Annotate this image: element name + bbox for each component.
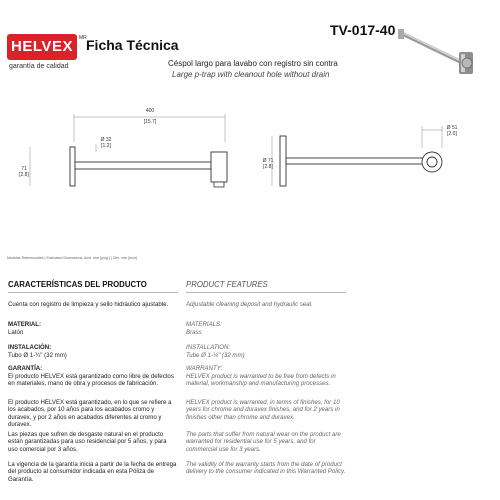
length-mm: 400	[145, 108, 155, 114]
warranty-label-es: GARANTÍA:	[8, 365, 43, 372]
logo-trademark: MR	[79, 35, 87, 41]
features-title-es: CARACTERÍSTICAS DEL PRODUCTO	[8, 280, 147, 289]
installation-label-en: INSTALLATION:	[186, 344, 231, 351]
warranty-text-4-en: The validity of the warranty starts from the date of product delivery to the consumer indicated in this Warranted Policy.	[186, 461, 346, 476]
installation-label-es: INSTALACIÓN:	[8, 344, 52, 351]
installation-value-es: Tubo Ø 1-¼" (32 mm)	[8, 352, 67, 359]
pipe-dia-in: [1.2]	[101, 143, 111, 149]
document-type-title: Ficha Técnica	[86, 37, 179, 53]
logo-tagline: garantía de calidad	[9, 63, 69, 70]
warranty-text-2-es: El producto HELVEX está garantizado, en lo que se refiere a los acabados, por 10 años para los acabados cromo y duravex, y por 2 años en acabados diferentes al cromo y duravex.	[8, 399, 172, 429]
side-end-in: [2.0]	[447, 131, 457, 137]
subtitle-spanish: Céspol largo para lavabo con registro sin contra	[168, 59, 338, 68]
warranty-text-1-en: HELVEX product is warranted to be free from defects in material, workmanship and manufacturing processes.	[186, 373, 336, 388]
warranty-text-2-en: HELVEX product is warranted, in terms of finishes, for 10 years for chrome and duravex finishes, and for 2 years in finishes other than chrome and duravex.	[186, 399, 340, 421]
intro-en: Adjustable cleaning deposit and hydraulic seal.	[186, 301, 313, 308]
warranty-text-3-en: The parts that suffer from natural wear on the product are warranted for residential use for 5 years, and for commercial use for 3 years.	[186, 431, 341, 453]
side-flange-in: [2.8]	[263, 164, 273, 170]
flange-in: [2.8]	[19, 172, 29, 178]
material-value-en: Brass	[186, 329, 202, 336]
product-thumbnail	[395, 28, 495, 80]
intro-es: Cuenta con registro de limpieza y sello hidráulico ajustable.	[8, 301, 169, 308]
subtitle-english: Large p-trap with cleanout hole without drain	[172, 70, 330, 79]
divider-es	[8, 292, 178, 293]
warranty-text-1-es: El producto HELVEX está garantizado como libre de defectos en materiales, mano de obra y procesos de fabricación.	[8, 373, 174, 388]
material-label-en: MATERIALS:	[186, 321, 222, 328]
features-title-en: PRODUCT FEATURES	[186, 280, 268, 289]
front-view-drawing	[0, 100, 270, 200]
side-view-drawing	[260, 100, 500, 200]
warranty-label-en: WARRANTY:	[186, 365, 223, 372]
divider-en	[186, 292, 346, 293]
material-value-es: Latón	[8, 329, 24, 336]
warranty-text-3-es: Las piezas que sufren de desgaste natural en el producto están garantizadas para uso residencial por 5 años, y para uso comercial por 3 años.	[8, 431, 167, 453]
side-end-mm: Ø 51	[446, 125, 458, 131]
model-number: TV-017-40	[330, 22, 396, 38]
pipe-dia-mm: Ø 32	[100, 137, 112, 143]
installation-value-en: Tube Ø 1-¼" (32 mm)	[186, 352, 245, 359]
material-label-es: MATERIAL:	[8, 321, 42, 328]
side-flange-mm: Ø 71	[262, 158, 274, 164]
dimensions-note: Medidas Referenciales | Estimated Dimensions. Acot. mm [pulg.] | Dim. mm [inch]	[7, 256, 137, 260]
flange-mm: 71	[21, 166, 27, 172]
warranty-text-4-es: La vigencia de la garantía inicia a partir de la fecha de entrega del producto al consumidor indicada en esta Póliza de Garantía.	[8, 461, 177, 483]
length-in: [15.7]	[143, 119, 157, 125]
helvex-logo: HELVEX	[7, 34, 77, 60]
